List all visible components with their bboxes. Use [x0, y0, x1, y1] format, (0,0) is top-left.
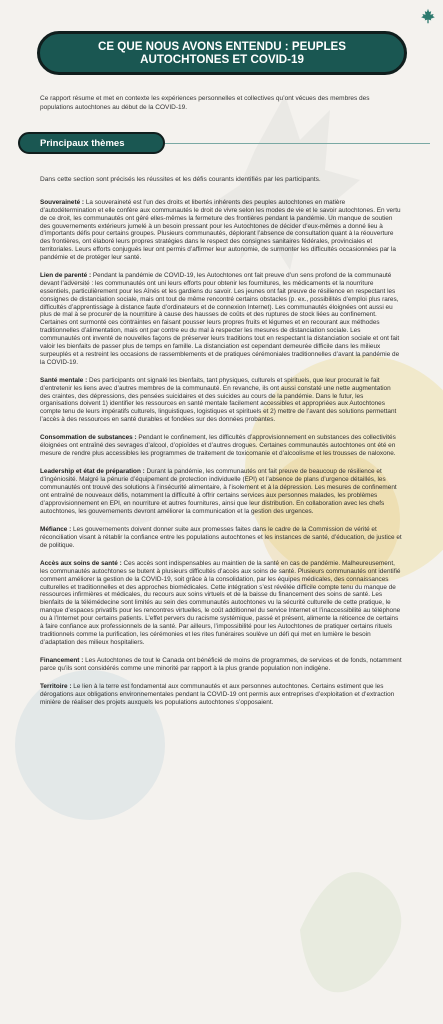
theme-paragraph — [40, 468, 402, 515]
theme-heading: Lien de parenté : — [40, 272, 92, 280]
theme-paragraph — [40, 657, 402, 673]
intro-text: Ce rapport résume et met en contexte les expériences personnelles et collectives qu’ont vécues des membres des populations autochtones au début de la COVID-19. — [40, 95, 370, 111]
section-heading — [18, 132, 165, 154]
theme-paragraph — [40, 526, 402, 550]
theme-paragraph — [40, 683, 402, 707]
theme-text: La souveraineté est l’un des droits et libertés inhérents des peuples autochtones en matière d’autodétermination et elle confère aux communautés le droit de vivre selon les modes de vie et le savoir autochtones. En vertu de ce droit, les communautés ont géré elles-mêmes la fermeture des frontières pendant la pandémie. Un manque de soutien des gouvernements extérieurs jumelé à un besoin pressant pour les Autochtones de décider d’eux-mêmes a donné lieu à d’importants défis pour certains groupes. Plusieurs communautés, déplorant l’absence de consultation quant à la réouverture des frontières, ont élaboré leurs propres stratégies dans le respect des consignes sanitaires fédérales, provinciales et territoriales. Leurs efforts conjugués leur ont permis d’affirmer leur autonomie, de surmonter les difficultés occasionnées par la pandémie et de protéger leur santé. — [40, 199, 401, 261]
section-heading-label: Principaux thèmes — [40, 137, 125, 149]
theme-heading: Méfiance : — [40, 526, 72, 534]
page-title-line-1: CE QUE NOUS AVONS ENTENDU : PEUPLES — [97, 40, 346, 53]
theme-text: Ces accès sont indispensables au maintien de la santé en cas de pandémie. Malheureusement, les communautés autochtones se butent à plusieurs difficultés d’accès aux soins de santé. Plusieurs communautés ont identifié comment améliorer la gestion de la COVID-19, soit grâce à la consolidation, par les équipes médicales, des connaissances culturelles et traditionnelles et des approches biomédicales. Cette intégration s’est révélée difficile compte tenu du manque de ressources infirmières et médicales, du recours aux soins virtuels et de la baisse du financement des soins de santé. Les bienfaits de la télémédecine sont limités au sein des communautés autochtones vu la sécurité culturelle de cette pratique, le manque d’espaces privatifs pour les rencontres virtuelles, le coût additionnel du service Internet et l’inaccessibilité au téléphone ou à l’Internet pour certains patients. L’effet pervers du racisme systémique, passé et présent, alimente la réticence de certains à faire confiance aux professionnels de la santé. Par ailleurs, l’impossibilité pour les Autochtones de pratiquer certains rituels traditionnels comme la purification, les cérémonies et les rites funéraires soulève un défi qui met en lumière le besoin d’adaptation des milieux hospitaliers. — [40, 560, 401, 646]
theme-text: Les gouvernements doivent donner suite aux promesses faites dans le cadre de la Commission de vérité et réconciliation visant à rétablir la confiance entre les populations autochtones et les instances de santé, d’éducation, de justice et de politique. — [40, 526, 402, 549]
theme-text: Pendant la pandémie de COVID-19, les Autochtones ont fait preuve d’un sens profond de la communauté devant l’adversité : les communautés ont uni leurs efforts pour obtenir les fournitures, les médicaments et la nourriture essentiels, particulièrement pour les Aînés et les gardiens du savoir. Les jeunes ont fait preuve de résilience en respectant les consignes de distanciation sociale, mais ont tout de même rencontré certains obstacles (p. ex., possibilités d’emploi plus rares, difficultés d’apprentissage à distance faute d’ordinateurs et de connexion Internet). Les communautés éloignées ont aussi eu plus de mal à se procurer de la nourriture à cause des hausses de coûts et des ruptures de stock liées au confinement. Certaines ont surmonté ces contraintes en faisant pousser leurs propres fruits et légumes et en recourant aux méthodes traditionnelles d’alimentation, mais ont par contre eu du mal à respecter les mesures de distanciation sociale. Les communautés ont inventé de nouvelles façons de préserver leurs traditions tout en respectant la distanciation sociale et ont fait valoir les bienfaits de passer plus de temps en famille. La distanciation est cependant demeurée difficile dans les milieux surpeuplés et a restreint les occasions de rassemblements et de pratiques cérémoniales traditionnelles d’avant la pandémie de la COVID-19. — [40, 272, 400, 366]
page-title-banner — [37, 31, 407, 75]
theme-heading: Accès aux soins de santé : — [40, 560, 122, 568]
theme-paragraph — [40, 560, 402, 646]
theme-paragraph — [40, 377, 402, 424]
theme-text: Le lien à la terre est fondamental aux communautés et aux personnes autochtones. Certains estiment que les dérogations aux obligations environnementales pendant la COVID-19 ont permis aux entreprises d’exploitation et d’extraction minière de réaliser des projets auxquels les populations autochtones s’opposaient. — [40, 683, 395, 706]
theme-heading: Territoire : — [40, 683, 72, 691]
section-lead-text: Dans cette section sont précisés les réussites et les défis courants identifiés par les participants. — [40, 176, 321, 183]
theme-text: Des participants ont signalé les bienfaits, tant physiques, culturels et spirituels, que leur procurait le fait d’entretenir les liens avec d’autres membres de la communauté. En revanche, ils ont aussi constaté une nette augmentation des craintes, des dépressions, des pensées suicidaires et des suicides au cours de la pandémie. Dans le futur, les organisations doivent 1) identifier les ressources en santé mentale facilement accessibles et appropriées aux Autochtones compte tenu de leurs impératifs culturels, linguistiques, logistiques et spirituels et 2) mettre de l’avant des solutions permettant l’accès à des ressources en santé durables et fondées sur des données probantes. — [40, 376, 397, 424]
theme-heading: Souveraineté : — [40, 199, 85, 206]
maple-leaf-icon — [420, 8, 436, 24]
theme-text: Durant la pandémie, les communautés ont fait preuve de beaucoup de résilience et d’ingéniosité. Malgré la pénurie d’équipement de protection individuelle (EPI) et l’absence de plans d’urgence détaillés, les communautés ont trouvé des solutions à l’insécurité alimentaire, à l’isolement et à la dépression. Les mesures de confinement ont entraîné de nouveaux défis, notamment la difficulté à offrir certains services aux personnes malades, les problèmes d’approvisionnement en EPI, en nourriture et autres fournitures, ainsi que leur distribution. En collaboration avec les chefs autochtones, les gouvernements devront améliorer la communication et la gestion des urgences. — [40, 468, 397, 515]
theme-heading: Santé mentale : — [40, 376, 88, 384]
theme-text: Pendant le confinement, les difficultés d’approvisionnement en substances des collectivités éloignées ont entraîné des sevrages d’alcool, d’opioïdes et d’autres drogues. Certaines communautés autochtones ont été en mesure de rendre plus accessibles les programmes de traitement de toxicomanie et d’alcoolisme et les trousses de naloxone. — [40, 434, 396, 458]
theme-heading: Financement : — [40, 656, 84, 664]
theme-heading: Leadership et état de préparation : — [40, 468, 145, 476]
theme-paragraph — [40, 199, 402, 262]
themes-list — [40, 199, 402, 717]
theme-paragraph — [40, 272, 402, 366]
theme-text: Les Autochtones de tout le Canada ont bénéficié de moins de programmes, de services et de fonds, notamment parce qu’ils sont considérés comme une minorité par rapport à la plus grande population non indigène. — [40, 656, 402, 672]
theme-heading: Consommation de substances : — [40, 434, 137, 442]
page-title-line-2: AUTOCHTONES ET COVID-19 — [140, 53, 304, 66]
theme-paragraph — [40, 434, 402, 458]
section-divider — [165, 143, 430, 144]
